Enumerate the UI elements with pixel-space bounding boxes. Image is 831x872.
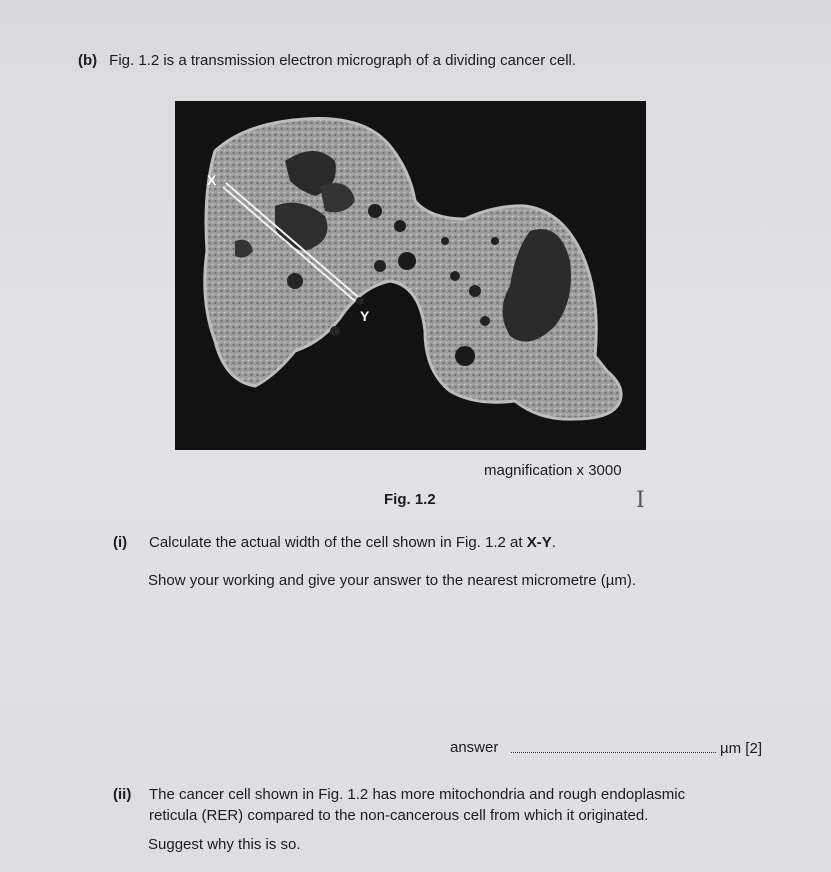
answer-label: answer [450,739,499,756]
part-ii-label: (ii) [113,786,132,803]
question-intro [78,52,576,69]
magnification-label: magnification x 3000 [484,462,622,479]
intro-text: Fig. 1.2 is a transmission electron micrograph of a dividing cancer cell. [109,52,577,69]
part-ii-question [113,784,685,826]
part-i-text-bold: X-Y [526,534,552,551]
figure-caption: Fig. 1.2 [384,491,436,508]
micrograph-image [175,101,646,450]
text-cursor-icon: I [636,488,645,513]
part-i-label: (i) [113,534,128,551]
unit-marks: µm [2] [720,740,762,757]
part-ii-prompt: Suggest why this is so. [148,836,301,853]
part-ii-line1: The cancer cell shown in Fig. 1.2 has more mitochondria and rough endoplasmic [149,786,686,803]
part-ii-line2: reticula (RER) compared to the non-cancerous cell from which it originated. [149,807,649,824]
electron-micrograph [175,101,646,450]
marker-y: Y [360,308,370,324]
part-i-instruction: Show your working and give your answer to the nearest micrometre (µm). [148,572,637,589]
marker-x: X [207,172,217,188]
answer-line[interactable] [511,752,716,753]
part-label: (b) [78,52,98,69]
part-i-text-before: Calculate the actual width of the cell shown in Fig. 1.2 at [149,534,527,551]
part-i-text-after: . [551,534,556,551]
part-i-question [113,534,556,551]
